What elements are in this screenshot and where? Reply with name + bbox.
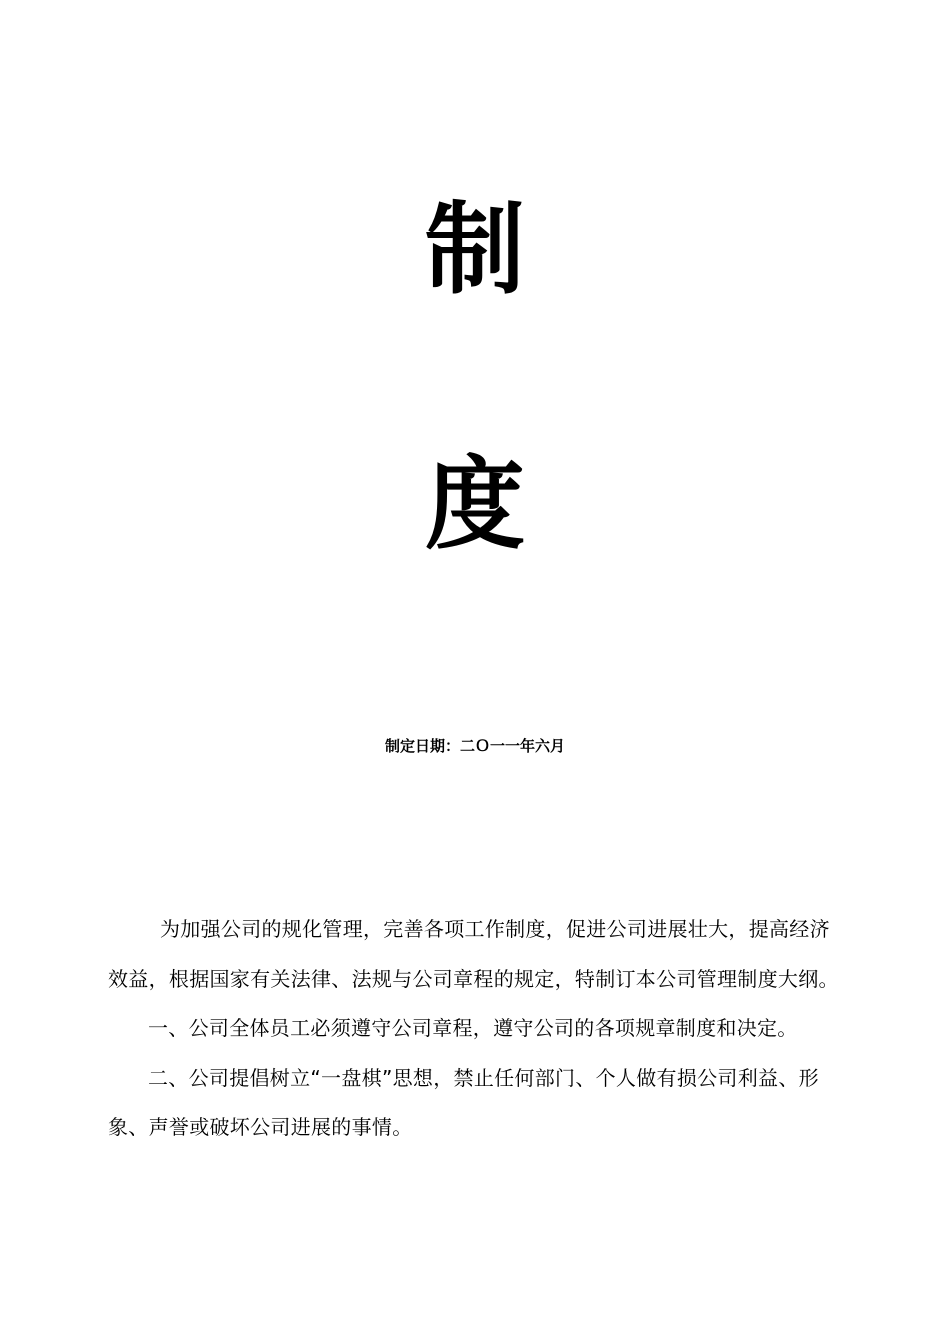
title-character-du: 度 [425,446,525,563]
title-character-zhi: 制 [425,191,525,308]
establishment-date: 制定日期：二Ｏ一一年六月 [384,737,565,755]
article-two-paragraph: 二、公司提倡树立“一盘棋”思想，禁止任何部门、个人做有损公司利益、形象、声誉或破坏公司进展的事情。 [108,1065,819,1139]
article-one-paragraph: 一、公司全体员工必须遵守公司章程，遵守公司的各项规章制度和决定。 [148,1016,798,1040]
document-body [108,905,850,1153]
intro-paragraph: 为加强公司的规化管理，完善各项工作制度，促进公司进展壮大，提高经济效益，根据国家有关法律、法规与公司章程的规定，特制订本公司管理制度大纲。 [108,917,839,991]
